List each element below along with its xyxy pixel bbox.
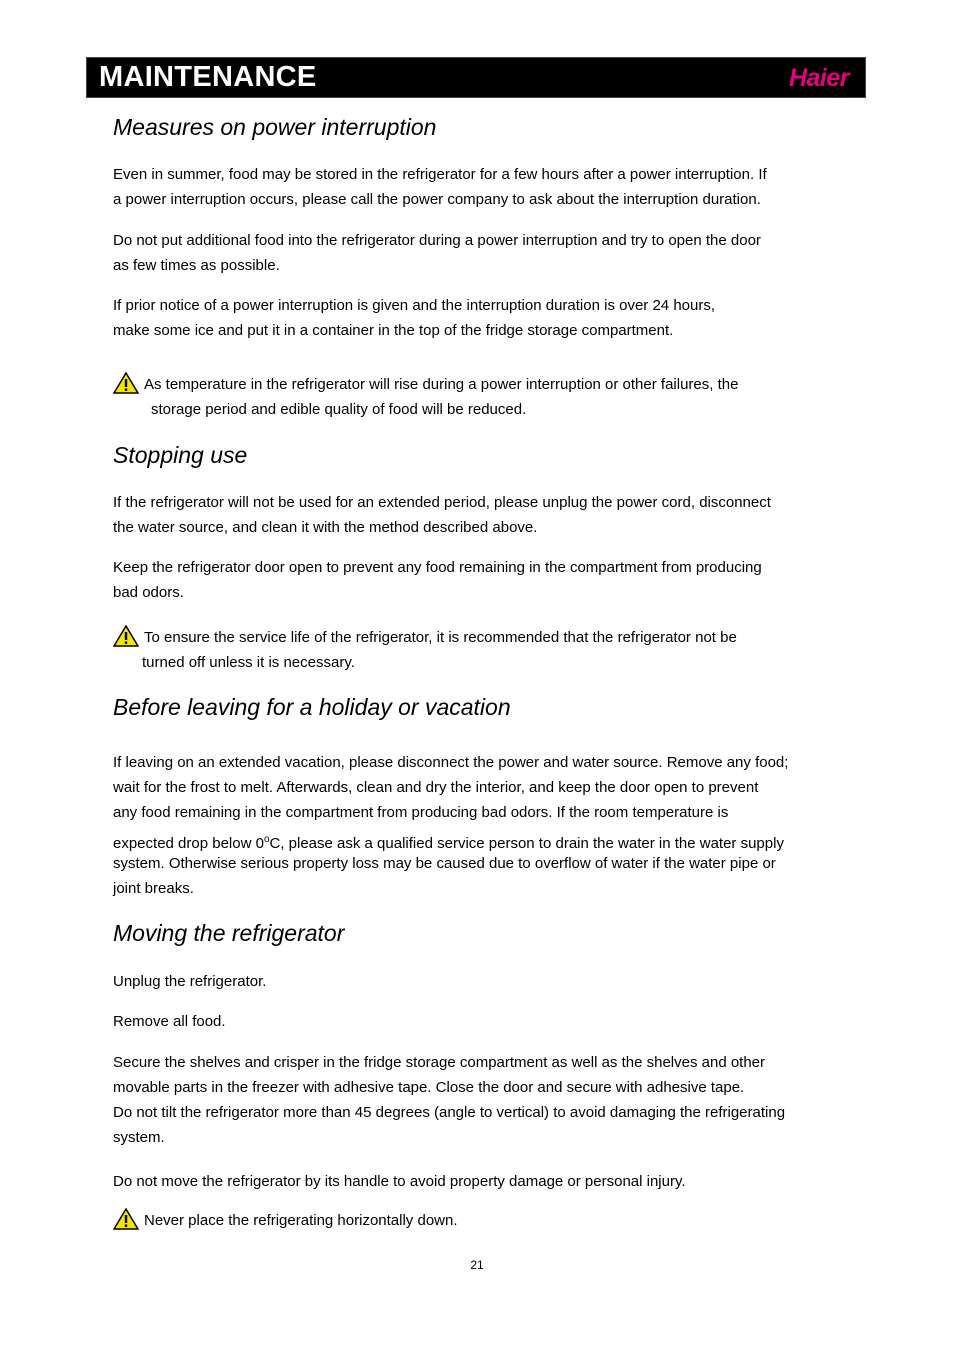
paragraph: Unplug the refrigerator.	[113, 973, 267, 990]
paragraph: If the refrigerator will not be used for an extended period, please unplug the power cord, disconnect the water source, and clean it with the method described above.	[113, 494, 771, 536]
paragraph: Keep the refrigerator door open to prevent any food remaining in the compartment from producing bad odors.	[113, 559, 762, 601]
paragraph: Do not move the refrigerator by its handle to avoid property damage or personal injury.	[113, 1173, 686, 1190]
page-number: 21	[470, 1258, 484, 1272]
paragraph: If leaving on an extended vacation, please disconnect the power and water source. Remove any food; wait for the frost to melt. Afterwards, clean and dry the interior, and keep the door open to prevent any food remaining in the compartment from producing bad odors. If the room temperature is	[113, 754, 789, 821]
warning-icon	[113, 625, 139, 647]
header-title: MAINTENANCE	[99, 61, 317, 93]
warning-icon	[113, 1208, 139, 1230]
page-header	[86, 57, 866, 98]
paragraph: If prior notice of a power interruption is given and the interruption duration is over 24 hours, make some ice and put it in a container in the top of the fridge storage compartment.	[113, 297, 716, 339]
warning-icon	[113, 372, 139, 394]
warning-text: As temperature in the refrigerator will rise during a power interruption or other failures, the	[144, 376, 739, 393]
temperature-text: C, please ask a qualified service person to drain the water in the water supply	[269, 835, 784, 852]
section-heading-power-interruption: Measures on power interruption	[113, 114, 437, 140]
paragraph: Do not put additional food into the refrigerator during a power interruption and try to open the door as few times as possible.	[113, 232, 761, 274]
brand-logo: Haier	[788, 64, 849, 92]
degree-symbol: o	[263, 834, 270, 845]
temperature-text: expected drop below 0	[113, 835, 264, 852]
section-heading-stopping-use: Stopping use	[113, 442, 248, 468]
paragraph: Secure the shelves and crisper in the fridge storage compartment as well as the shelves and other movable parts in the freezer with adhesive tape. Close the door and secure with adhesive tape. Do not tilt the refrigerator more than 45 degrees (angle to vertical) to avoid damaging the refrigerating system.	[113, 1054, 786, 1146]
warning-text: turned off unless it is necessary.	[142, 654, 355, 671]
warning-text: storage period and edible quality of food will be reduced.	[151, 401, 527, 418]
paragraph: Remove all food.	[113, 1013, 226, 1030]
section-heading-holiday: Before leaving for a holiday or vacation	[113, 694, 511, 720]
paragraph: Even in summer, food may be stored in the refrigerator for a few hours after a power interruption. If a power interruption occurs, please call the power company to ask about the interruption duration.	[113, 166, 767, 208]
paragraph: system. Otherwise serious property loss may be caused due to overflow of water if the water pipe or joint breaks.	[113, 855, 776, 897]
section-heading-moving: Moving the refrigerator	[113, 920, 345, 946]
warning-text: To ensure the service life of the refrigerator, it is recommended that the refrigerator not be	[144, 629, 737, 646]
warning-text: Never place the refrigerating horizontally down.	[144, 1212, 458, 1229]
